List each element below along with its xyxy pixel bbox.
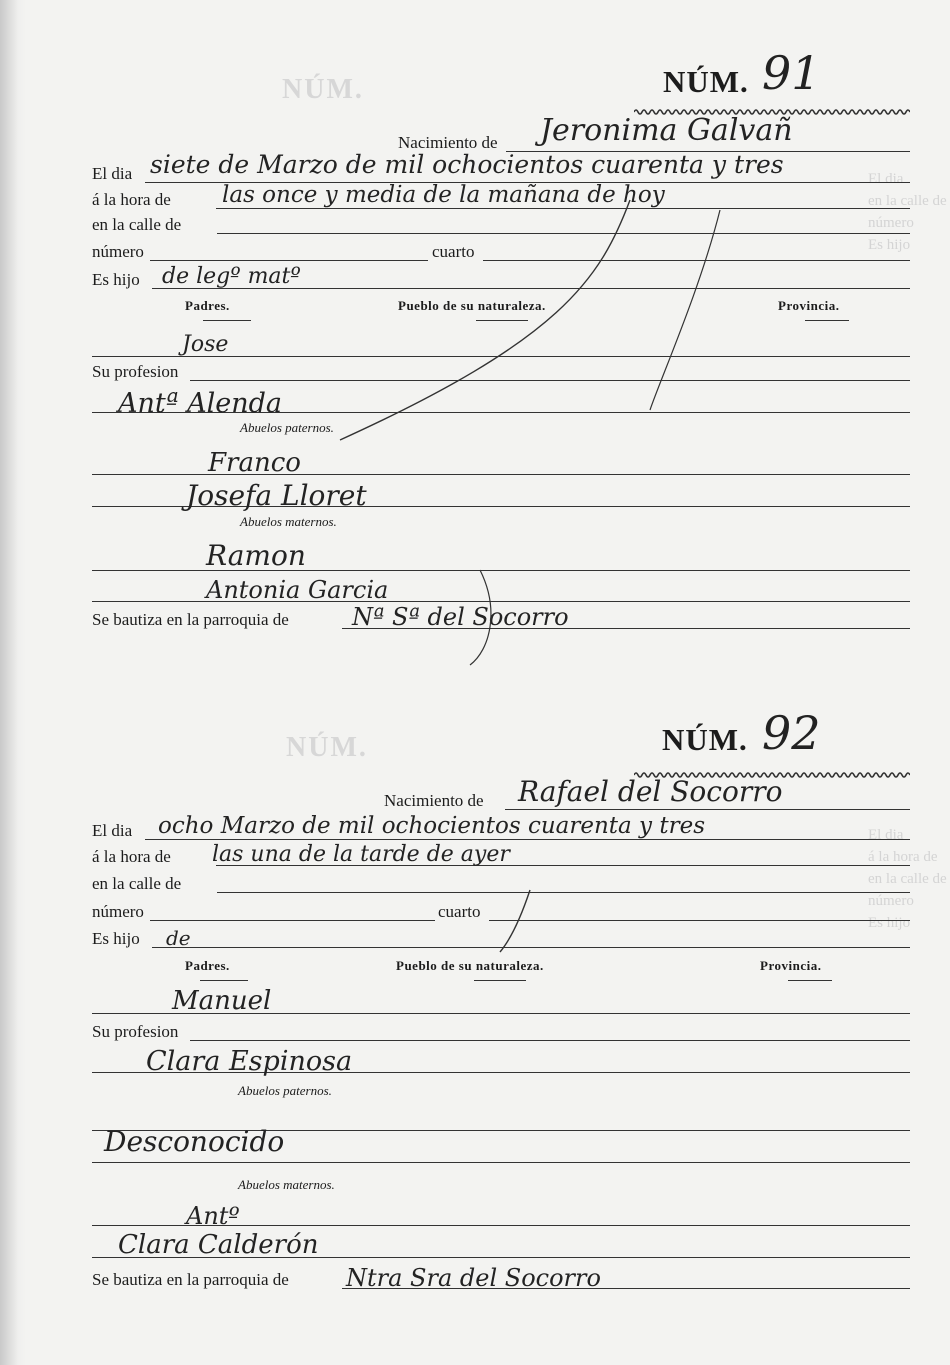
hora-label: á la hora de bbox=[92, 190, 171, 209]
col-underline-provincia bbox=[805, 320, 849, 321]
cuarto-label: cuarto bbox=[438, 902, 481, 921]
dia-label: El dia bbox=[92, 164, 133, 183]
parroquia-label: Se bautiza en la parroquia de bbox=[92, 610, 289, 629]
bleed-through-num-2: NÚM. bbox=[286, 732, 368, 763]
bleed-through-fields-2: El dia á la hora de en la calle de número Es hijo bbox=[868, 827, 947, 931]
col-header-provincia: Provincia. bbox=[778, 298, 840, 313]
nacimiento-label: Nacimiento de bbox=[384, 791, 484, 810]
bleed-through-num-1: NÚM. bbox=[282, 74, 364, 105]
profesion-label: Su profesion bbox=[92, 1022, 179, 1041]
padre-handwritten: Manuel bbox=[172, 986, 272, 1016]
abuelos-paternos-label: Abuelos paternos. bbox=[238, 1083, 332, 1098]
profesion-rule bbox=[190, 1040, 910, 1041]
nacimiento-label: Nacimiento de bbox=[398, 133, 498, 152]
hora-label: á la hora de bbox=[92, 847, 171, 866]
hora-handwritten: las once y media de la mañana de hoy bbox=[222, 182, 665, 208]
col-header-padres: Padres. bbox=[185, 958, 230, 973]
record-number-label: NÚM. bbox=[663, 64, 749, 99]
dia-handwritten: siete de Marzo de mil ochocientos cuarenta y tres bbox=[150, 150, 784, 179]
abuelo-materno-handwritten: Ramon bbox=[206, 539, 306, 572]
abuelos-paternos-label: Abuelos paternos. bbox=[240, 420, 334, 435]
col-underline-provincia bbox=[788, 980, 832, 981]
padre-handwritten: Jose bbox=[182, 332, 229, 357]
profesion-label: Su profesion bbox=[92, 362, 179, 381]
nacimiento-rule bbox=[505, 809, 910, 810]
bleed-through-fields-1: El dia en la calle de número Es hijo bbox=[868, 171, 947, 253]
col-underline-pueblo bbox=[474, 980, 526, 981]
abuelos-maternos-label: Abuelos maternos. bbox=[240, 514, 337, 529]
abuela-materna-handwritten: Clara Calderón bbox=[118, 1230, 319, 1260]
calle-label: en la calle de bbox=[92, 215, 182, 234]
parroquia-label: Se bautiza en la parroquia de bbox=[92, 1270, 289, 1289]
nacimiento-handwritten: Jeronima Galvañ bbox=[540, 113, 793, 148]
col-header-provincia: Provincia. bbox=[760, 958, 822, 973]
dia-label: El dia bbox=[92, 821, 133, 840]
abuelo-materno-handwritten: Antº bbox=[186, 1202, 240, 1230]
col-header-pueblo: Pueblo de su naturaleza. bbox=[398, 298, 546, 313]
hijo-handwritten: de bbox=[166, 926, 191, 950]
hijo-handwritten: de legº matº bbox=[162, 264, 301, 289]
numero-label: número bbox=[92, 902, 144, 921]
parroquia-handwritten: Nª Sª del Socorro bbox=[352, 603, 569, 631]
parroquia-handwritten: Ntra Sra del Socorro bbox=[346, 1264, 601, 1292]
abuela-paterna-handwritten: Josefa Lloret bbox=[186, 479, 367, 512]
hora-handwritten: las una de la tarde de ayer bbox=[212, 842, 510, 867]
record-number-value: 92 bbox=[762, 706, 821, 760]
abuelo-paterno-handwritten: Desconocido bbox=[104, 1125, 285, 1158]
col-header-pueblo: Pueblo de su naturaleza. bbox=[396, 958, 544, 973]
cuarto-label: cuarto bbox=[432, 242, 475, 261]
calle-label: en la calle de bbox=[92, 874, 182, 893]
dia-handwritten: ocho Marzo de mil ochocientos cuarenta y tres bbox=[158, 813, 706, 839]
abuela-materna-handwritten: Antonia Garcia bbox=[206, 576, 389, 604]
hijo-label: Es hijo bbox=[92, 270, 140, 289]
col-underline-padres bbox=[200, 980, 248, 981]
dia-rule bbox=[145, 839, 910, 840]
madre-handwritten: Clara Espinosa bbox=[146, 1046, 353, 1077]
nacimiento-handwritten: Rafael del Socorro bbox=[518, 775, 783, 808]
madre-handwritten: Antª Alenda bbox=[118, 388, 283, 419]
col-header-padres: Padres. bbox=[185, 298, 230, 313]
handwriting-flourish-strokes bbox=[300, 180, 770, 670]
abuelos-maternos-label: Abuelos maternos. bbox=[238, 1177, 335, 1192]
record-number-value: 91 bbox=[762, 46, 821, 100]
col-underline-padres bbox=[203, 320, 251, 321]
abuela-paterna-rule bbox=[92, 1162, 910, 1163]
page-gutter-shadow bbox=[0, 0, 26, 1365]
numero-rule bbox=[150, 920, 435, 921]
record-number-label: NÚM. bbox=[662, 722, 748, 757]
abuelo-paterno-handwritten: Franco bbox=[208, 448, 301, 478]
handwriting-flourish-strokes bbox=[490, 880, 610, 960]
numero-label: número bbox=[92, 242, 144, 261]
hijo-label: Es hijo bbox=[92, 929, 140, 948]
